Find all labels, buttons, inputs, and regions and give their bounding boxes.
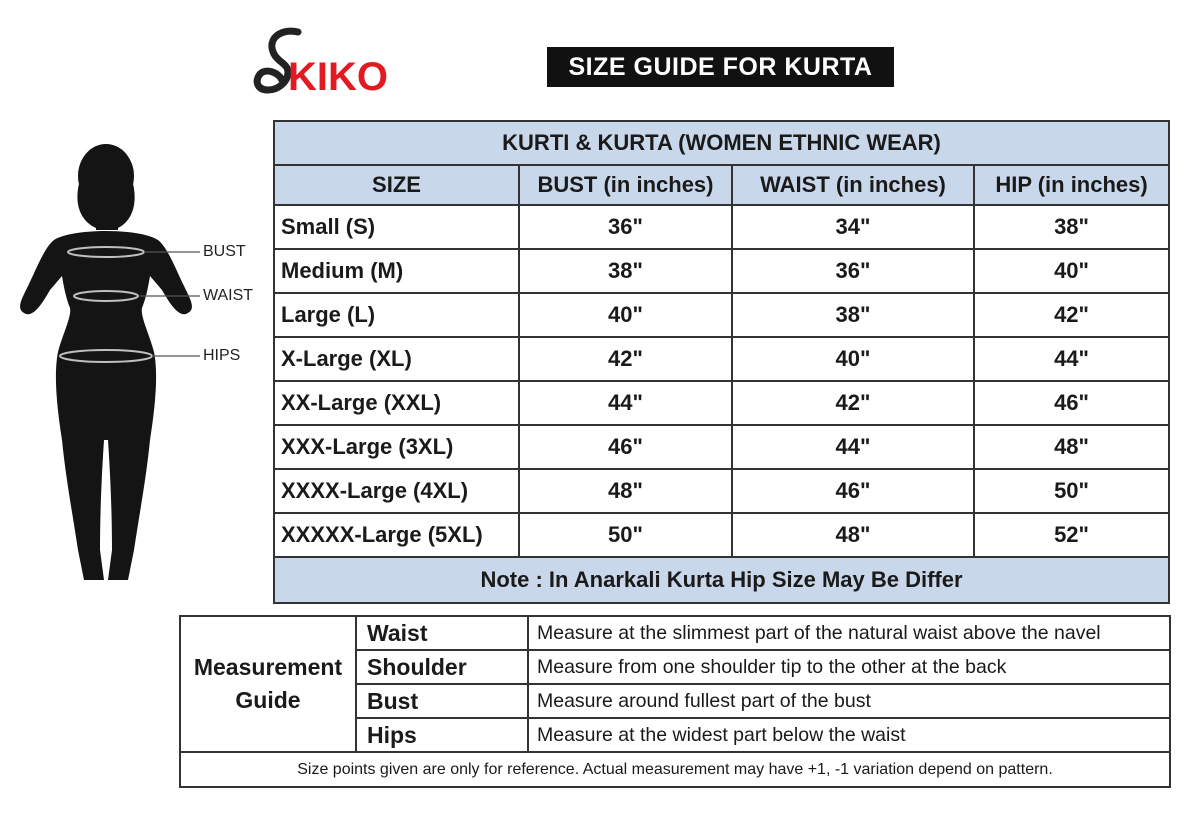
bust-label: BUST	[203, 243, 246, 260]
table-row	[274, 469, 1169, 513]
logo-text: KIKO	[288, 55, 388, 99]
bust-value: 40"	[519, 293, 732, 337]
hip-value: 44"	[974, 337, 1169, 381]
table-caption-row	[274, 121, 1169, 165]
size-name: Large (L)	[274, 293, 519, 337]
table-row	[274, 337, 1169, 381]
waist-value: 42"	[732, 381, 974, 425]
table-note-row	[274, 557, 1169, 603]
waist-value: 48"	[732, 513, 974, 557]
table-caption: KURTI & KURTA (WOMEN ETHNIC WEAR)	[274, 121, 1169, 165]
bust-value: 48"	[519, 469, 732, 513]
guide-footer-row	[180, 752, 1170, 787]
size-chart-table	[273, 120, 1170, 604]
size-name: XXX-Large (3XL)	[274, 425, 519, 469]
waist-label: WAIST	[203, 287, 254, 304]
column-header-size: SIZE	[274, 165, 519, 205]
table-note: Note : In Anarkali Kurta Hip Size May Be Differ	[274, 557, 1169, 603]
hip-value: 46"	[974, 381, 1169, 425]
hip-value: 50"	[974, 469, 1169, 513]
size-name: X-Large (XL)	[274, 337, 519, 381]
measurement-guide-heading-line2: Guide	[235, 687, 301, 713]
bust-value: 42"	[519, 337, 732, 381]
brand-logo	[252, 24, 392, 108]
table-header-row	[274, 165, 1169, 205]
guide-label: Hips	[356, 718, 528, 752]
bust-value: 36"	[519, 205, 732, 249]
logo-mark-icon	[252, 24, 392, 108]
measurement-guide-heading	[180, 616, 356, 752]
waist-value: 38"	[732, 293, 974, 337]
waist-value: 40"	[732, 337, 974, 381]
waist-value: 44"	[732, 425, 974, 469]
guide-row	[180, 616, 1170, 650]
measurement-guide-table	[179, 615, 1171, 788]
hip-value: 48"	[974, 425, 1169, 469]
guide-description: Measure at the widest part below the waist	[528, 718, 1170, 752]
column-header-waist: WAIST (in inches)	[732, 165, 974, 205]
body-figure	[0, 140, 280, 600]
guide-description: Measure around fullest part of the bust	[528, 684, 1170, 718]
hip-value: 42"	[974, 293, 1169, 337]
guide-label: Shoulder	[356, 650, 528, 684]
woman-silhouette-icon	[0, 140, 280, 600]
hip-value: 40"	[974, 249, 1169, 293]
table-row	[274, 381, 1169, 425]
table-row	[274, 249, 1169, 293]
size-name: XX-Large (XXL)	[274, 381, 519, 425]
table-row	[274, 205, 1169, 249]
page-title: SIZE GUIDE FOR KURTA	[547, 47, 894, 87]
guide-description: Measure from one shoulder tip to the other at the back	[528, 650, 1170, 684]
guide-label: Bust	[356, 684, 528, 718]
bust-value: 38"	[519, 249, 732, 293]
bust-value: 50"	[519, 513, 732, 557]
waist-value: 46"	[732, 469, 974, 513]
bust-value: 44"	[519, 381, 732, 425]
guide-label: Waist	[356, 616, 528, 650]
size-name: Medium (M)	[274, 249, 519, 293]
waist-value: 36"	[732, 249, 974, 293]
guide-description: Measure at the slimmest part of the natural waist above the navel	[528, 616, 1170, 650]
bust-value: 46"	[519, 425, 732, 469]
table-row	[274, 513, 1169, 557]
size-name: Small (S)	[274, 205, 519, 249]
column-header-bust: BUST (in inches)	[519, 165, 732, 205]
measurement-guide-heading-line1: Measurement	[193, 654, 343, 680]
measurement-disclaimer: Size points given are only for reference. Actual measurement may have +1, -1 variation depend on pattern.	[180, 752, 1170, 787]
hip-value: 52"	[974, 513, 1169, 557]
column-header-hip: HIP (in inches)	[974, 165, 1169, 205]
hip-value: 38"	[974, 205, 1169, 249]
hips-label: HIPS	[203, 347, 241, 364]
table-row	[274, 293, 1169, 337]
table-row	[274, 425, 1169, 469]
size-name: XXXX-Large (4XL)	[274, 469, 519, 513]
size-name: XXXXX-Large (5XL)	[274, 513, 519, 557]
waist-value: 34"	[732, 205, 974, 249]
